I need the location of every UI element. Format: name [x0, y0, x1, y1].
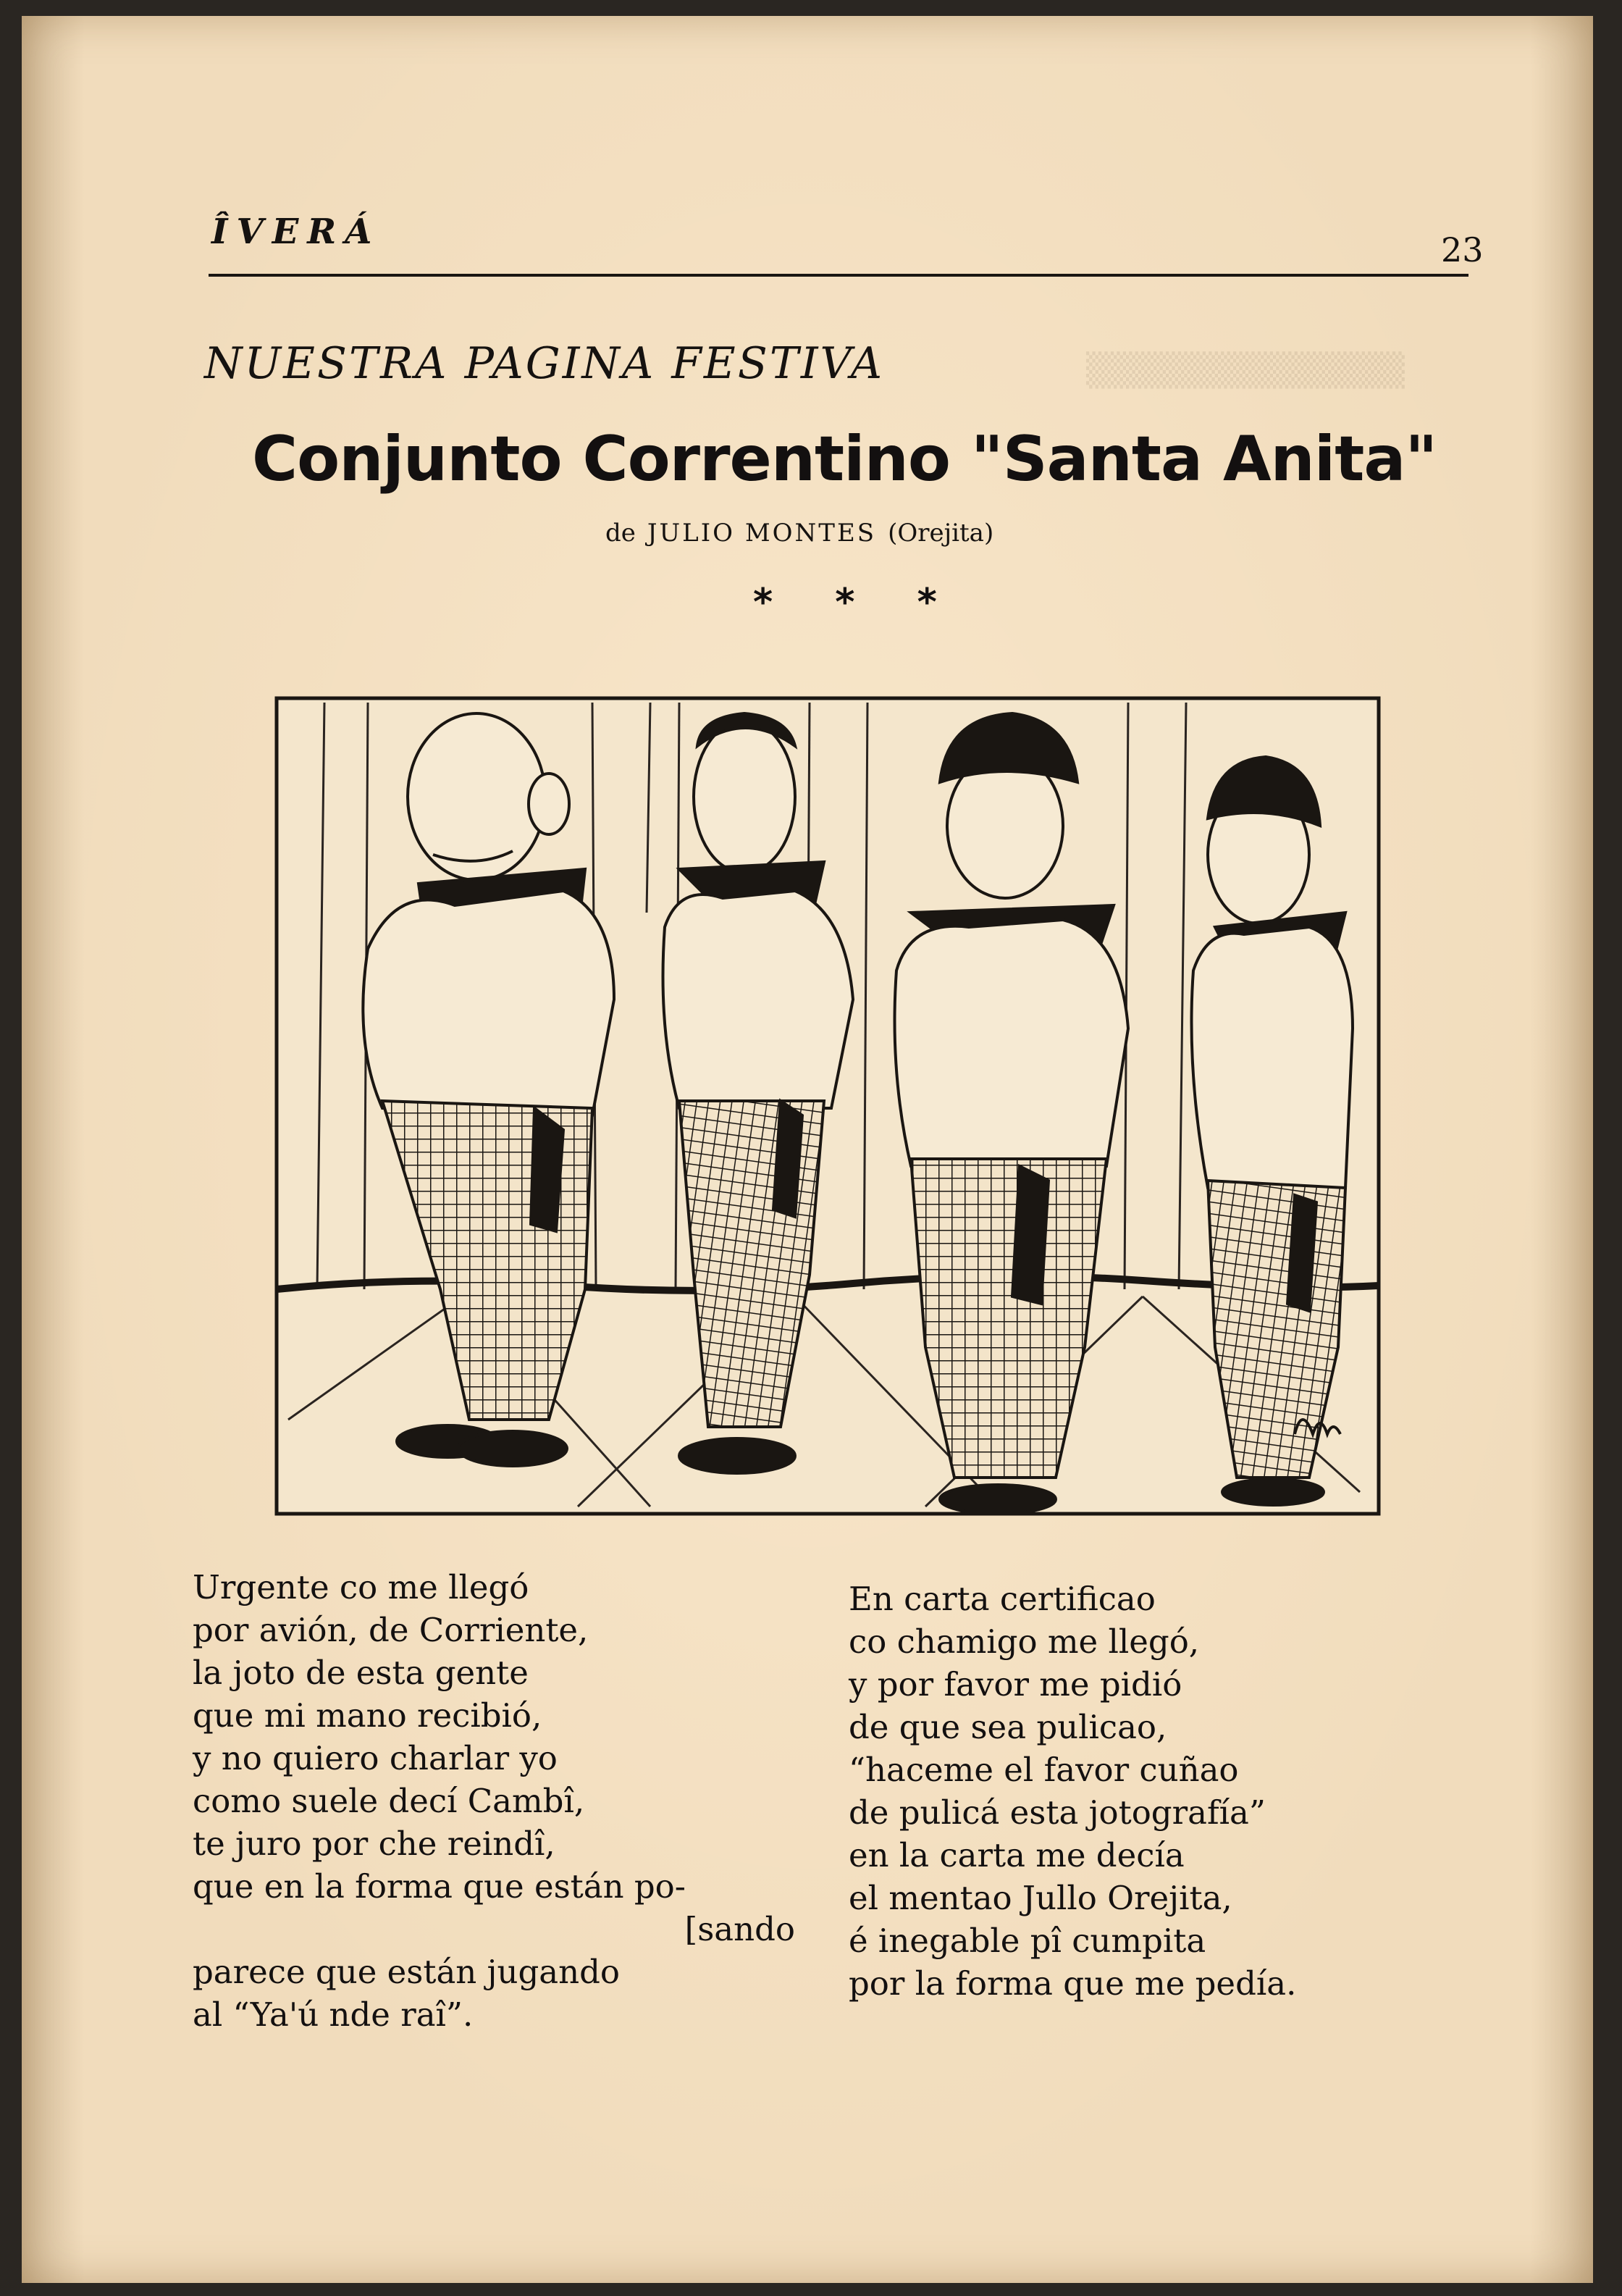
poem-line: parece que están jugando — [193, 1953, 621, 1991]
caricature-illustration — [274, 695, 1382, 1517]
poem-line: que mi mano recibió, — [193, 1696, 542, 1735]
poem-line: “haceme el favor cuñao — [849, 1751, 1239, 1789]
author-nickname: (Orejita) — [888, 519, 994, 548]
poem-line: el mentao Jullo Orejita, — [849, 1879, 1232, 1917]
poem-line: é inegable pî cumpita — [849, 1922, 1206, 1960]
poem-line: como suele decí Cambî, — [193, 1782, 585, 1820]
poem-line: y no quiero charlar yo — [193, 1739, 558, 1777]
bleed-through-texture: ▒▒▒▒▒▒▒▒▒▒▒▒▒ — [1086, 352, 1405, 389]
poem-line: en la carta me decía — [849, 1836, 1185, 1874]
poem-line: que en la forma que están po- — [193, 1867, 686, 1906]
magazine-name: ÎVERÁ — [211, 211, 381, 252]
poem-line: y por favor me pidió — [849, 1665, 1182, 1704]
poem-line: co chamigo me llegó, — [849, 1622, 1200, 1661]
header-rule — [209, 274, 1468, 277]
poem-line: al “Ya'ú nde raî”. — [193, 1995, 474, 2034]
poem-line: de pulicá esta jotografía” — [849, 1793, 1266, 1832]
poem-line: Urgente co me llegó — [193, 1568, 529, 1606]
poem-line: te juro por che reindî, — [193, 1824, 555, 1863]
poem-line: En carta certificao — [849, 1580, 1156, 1618]
poem-line-continuation: [sando — [684, 1910, 795, 1948]
poem-left-column — [193, 1566, 801, 2036]
poem-line: de que sea pulicao, — [849, 1708, 1167, 1746]
poem-right-column — [849, 1578, 1457, 2005]
separator-stars: * * * — [753, 581, 962, 624]
author-name: JULIO MONTES — [647, 519, 877, 548]
page-number: 23 — [1441, 230, 1484, 269]
byline — [605, 519, 993, 548]
article-title: Conjunto Correntino "Santa Anita" — [252, 423, 1437, 495]
poem-line: por avión, de Corriente, — [193, 1611, 589, 1649]
poem-line: por la forma que me pedía. — [849, 1964, 1297, 2003]
byline-prefix: de — [605, 519, 636, 548]
poem-line: la joto de esta gente — [193, 1654, 529, 1692]
section-title: NUESTRA PAGINA FESTIVA — [204, 338, 885, 389]
magazine-page — [22, 16, 1593, 2283]
